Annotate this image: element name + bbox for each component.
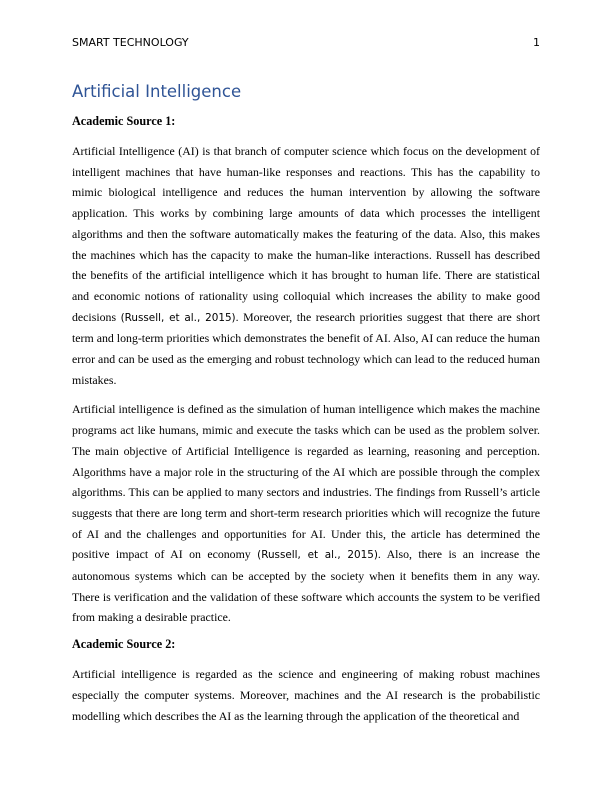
source1-p1-text-a: Artificial Intelligence (AI) is that branch of computer science which focus on the development of intelligent machines that have human-like responses and reactions. This has the capability to mimic biological intelligence and reduces the human intervention by allowing the software application. This works by combining large amounts of data which processes the intelligent algorithms and then the software automatically makes the featuring of the data. Also, this makes the machines which has the capacity to make the human-like interactions. Russell has described the benefits of the artificial intelligence which it has brought to human life. There are statistical and economic notions of rationality using colloquial which increases the ability to make good decisions (72, 144, 540, 324)
document-body (72, 114, 540, 735)
page-number: 1 (533, 36, 540, 49)
source1-p2-text-a: Artificial intelligence is defined as the simulation of human intelligence which makes the machine programs act like humans, mimic and execute the tasks which can be used as the problem solver. The main objective of Artificial Intelligence is regarded as learning, reasoning and perception. Algorithms have a major role in the structuring of the AI which are possible through the complex algorithms. This can be applied to many sectors and industries. The findings from Russell’s article suggests that there are long term and short-term research priorities which will recognize the future of AI and the challenges and opportunities for AI. Under this, the article has determined the positive impact of AI on economy (72, 402, 540, 562)
citation: (Russell, et al., 2015) (120, 311, 236, 324)
source1-paragraph-1 (72, 141, 540, 390)
academic-source-1-heading: Academic Source 1: (72, 114, 176, 128)
source1-p1-text-b: . Moreover, the research priorities suggest that there are short term and long-term priorities which demonstrates the benefit of AI. Also, AI can reduce the human error and can be used as the emerging and robust technology which can lead to the reduced human mistakes. (72, 309, 540, 387)
document-heading: Artificial Intelligence (72, 82, 242, 101)
header-title: SMART TECHNOLOGY (72, 36, 189, 49)
source1-p2-text-b: . Also, there is an increase the autonomous systems which can be accepted by the society when it benefits them in any way. There is verification and the validation of these software which accounts the system to be verified from making a desirable practice. (72, 547, 541, 625)
source1-paragraph-2 (72, 399, 540, 628)
academic-source-2-heading: Academic Source 2: (72, 637, 176, 652)
page-header (72, 36, 540, 50)
source2-paragraph-1: Artificial intelligence is regarded as the science and engineering of making robust machines especially the computer systems. Moreover, machines and the AI research is the probabilistic modelling which describes the AI as the learning through the application of the theoretical and (72, 667, 540, 723)
citation: (Russell, et al., 2015) (257, 549, 378, 562)
